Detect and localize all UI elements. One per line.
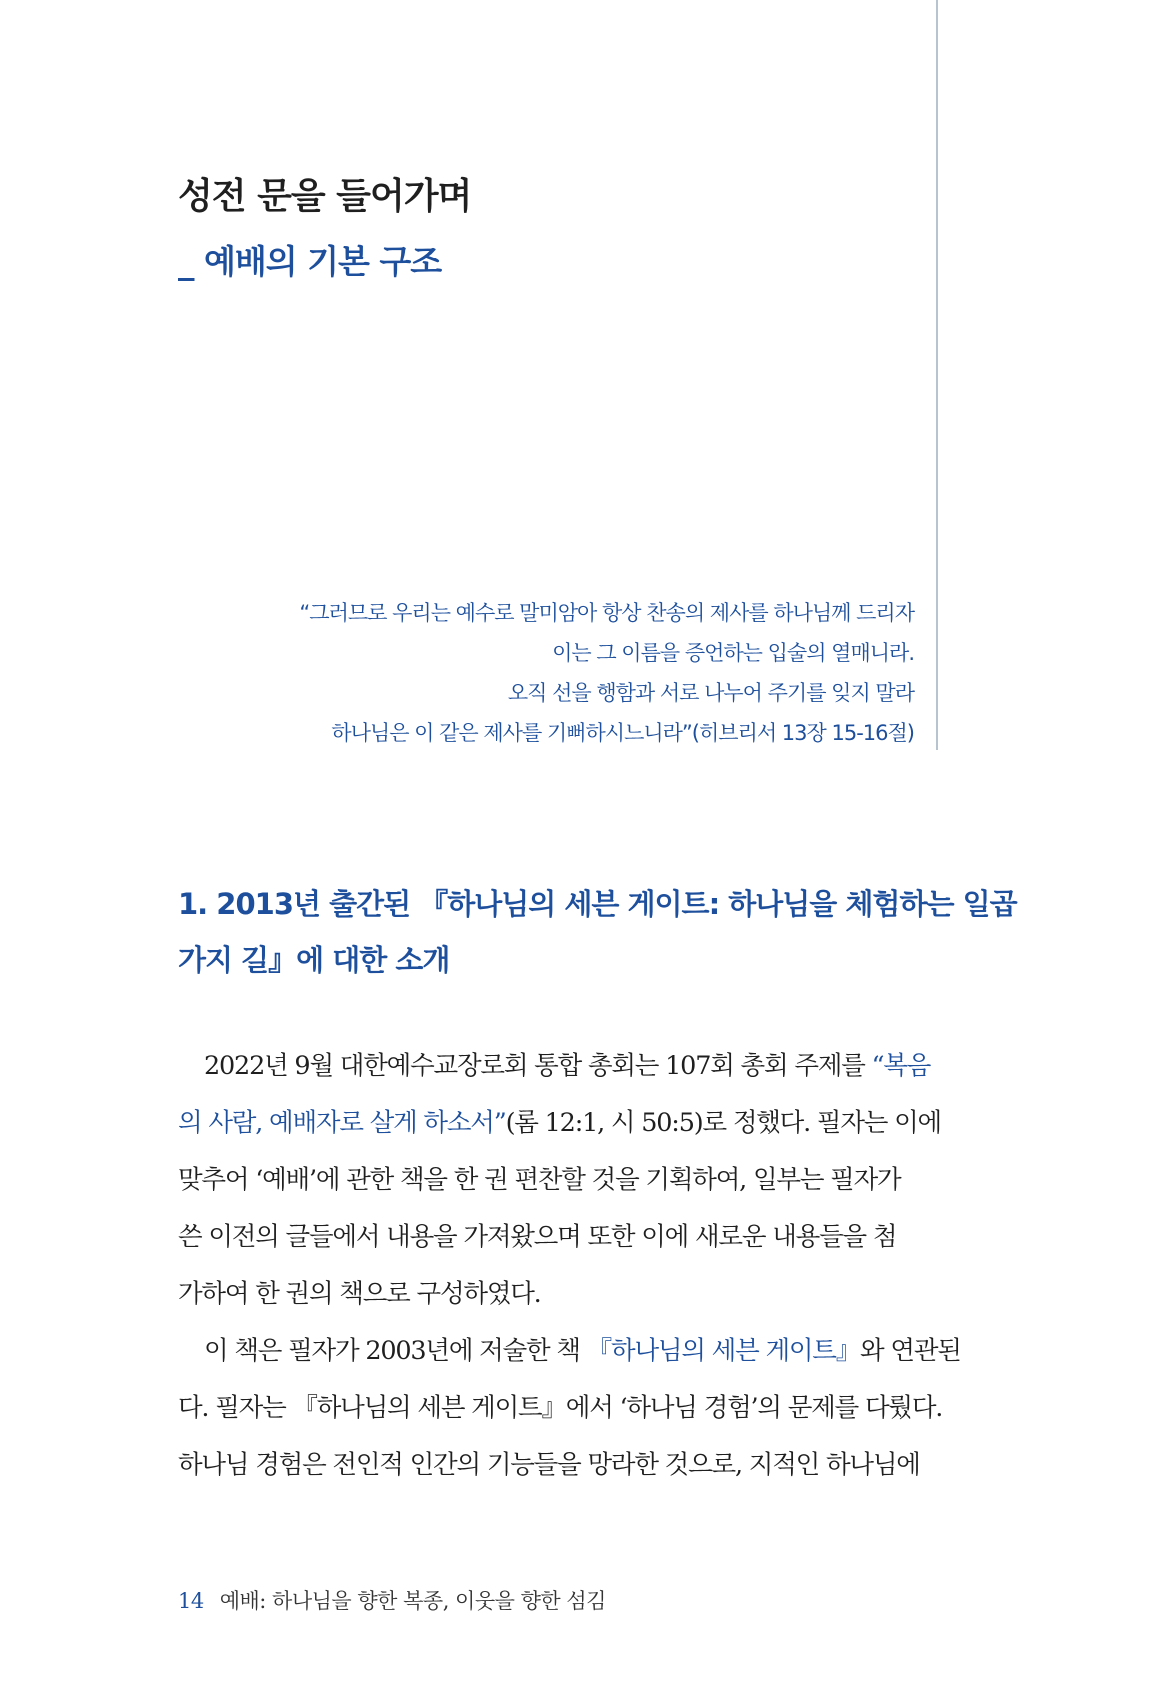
body-highlight: 의 사람, 예배자로 살게 하소서” (178, 1108, 506, 1138)
section-heading-line: 1. 2013년 출간된 『하나님의 세븐 게이트: 하나님을 체험하는 일곱 (178, 887, 1017, 921)
running-title: 예배: 하나님을 향한 복종, 이웃을 향한 섬김 (219, 1589, 606, 1613)
page-number: 14 (178, 1589, 204, 1613)
body-line: 가하여 한 권의 책으로 구성하였다. (178, 1279, 541, 1309)
body-text-span: 2022년 9월 대한예수교장로회 통합 총회는 107회 총회 주제를 (204, 1051, 872, 1081)
body-line: 맞추어 ‘예배’에 관한 책을 한 권 편찬할 것을 기획하여, 일부는 필자가 (178, 1165, 901, 1195)
verse-line: 오직 선을 행함과 서로 나누어 주기를 잊지 말라 (507, 681, 914, 705)
body-highlight: 『하나님의 세븐 게이트』 (586, 1336, 861, 1366)
body-line (178, 1323, 961, 1380)
section-heading (178, 876, 1017, 988)
body-line (178, 1095, 941, 1152)
page-footer (178, 1585, 606, 1615)
body-line: 다. 필자는 『하나님의 세븐 게이트』에서 ‘하나님 경험’의 문제를 다뤘다. (178, 1393, 943, 1423)
scripture-epigraph (299, 593, 914, 753)
verse-line: 하나님은 이 같은 제사를 기뻐하시느니라”(히브리서 13장 15-16절) (331, 721, 914, 745)
body-text-span: 이 책은 필자가 2003년에 저술한 책 (204, 1336, 587, 1366)
margin-rule (936, 0, 938, 750)
verse-line: 이는 그 이름을 증언하는 입술의 열매니라. (552, 641, 914, 665)
chapter-subtitle: _ 예배의 기본 구조 (178, 242, 442, 281)
verse-line: “그러므로 우리는 예수로 말미암아 항상 찬송의 제사를 하나님께 드리자 (299, 601, 914, 625)
body-highlight: “복음 (871, 1051, 931, 1081)
body-line (178, 1038, 938, 1095)
section-heading-line: 가지 길』에 대한 소개 (178, 943, 450, 977)
chapter-title: 성전 문을 들어가며 (178, 176, 472, 217)
body-text-span: (롬 12:1, 시 50:5)로 정했다. 필자는 이에 (505, 1108, 941, 1138)
body-line: 하나님 경험은 전인적 인간의 기능들을 망라한 것으로, 지적인 하나님에 (178, 1450, 920, 1480)
body-line: 쓴 이전의 글들에서 내용을 가져왔으며 또한 이에 새로운 내용들을 첨 (178, 1222, 897, 1252)
body-text (178, 1038, 961, 1494)
body-text-span: 와 연관된 (860, 1336, 961, 1366)
